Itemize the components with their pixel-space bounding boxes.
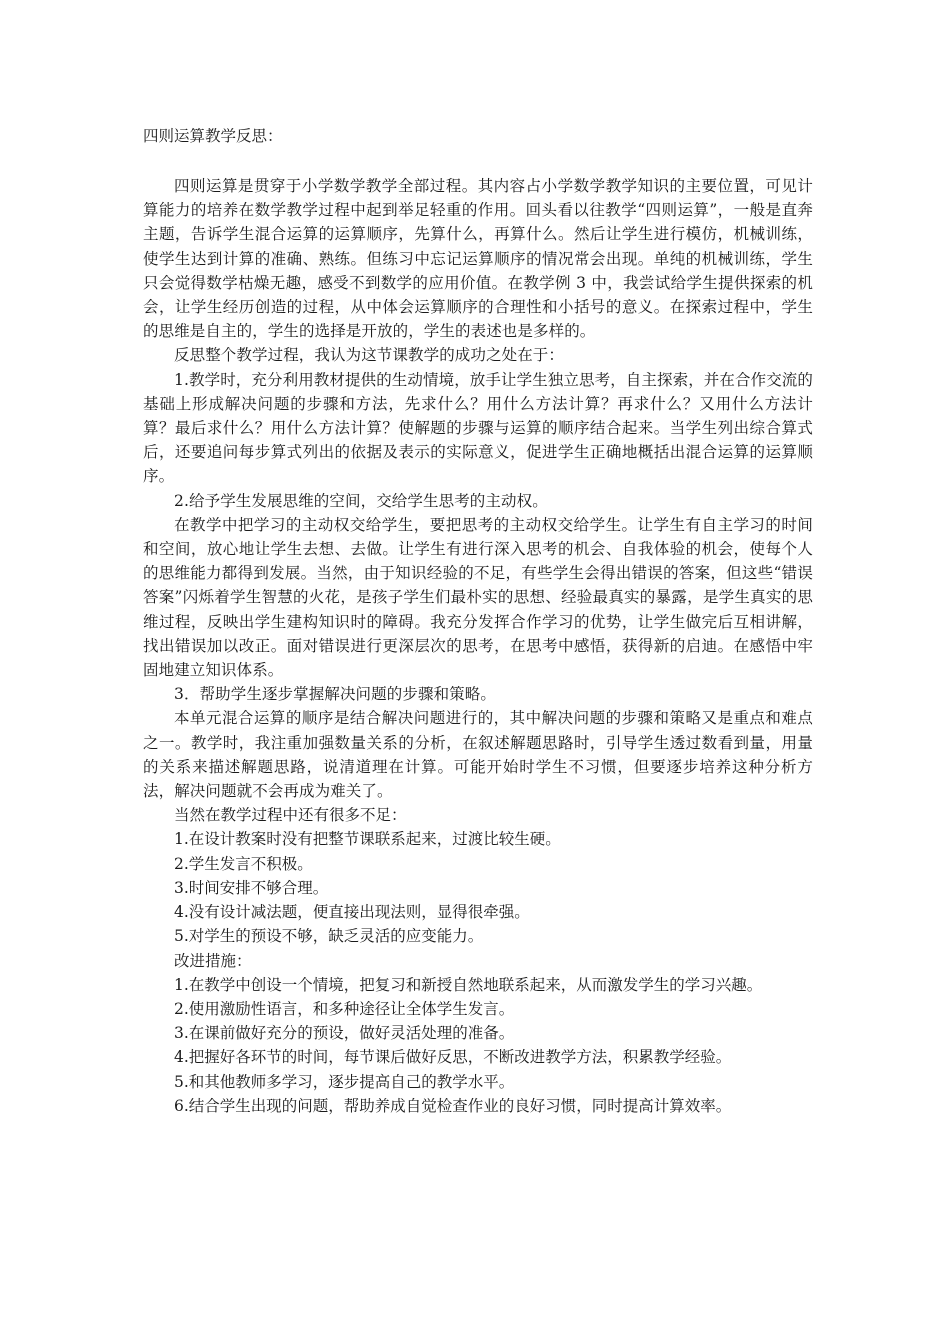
- document-page: [143, 124, 813, 1118]
- shortcomings-lead: 当然在教学过程中还有很多不足：: [174, 806, 407, 825]
- document-title: 四则运算教学反思：: [143, 127, 283, 145]
- success-point-3-heading: 3．帮助学生逐步掌握解决问题的步骤和策略。: [174, 685, 496, 704]
- intro-paragraph: 四则运算是贯穿于小学数学教学全部过程。其内容占小学数学教学知识的主要位置，可见计算能力的培养在数学教学过程中起到举足轻重的作用。回头看以往教学“四则运算”，一般是直奔主题，告诉学生混合运算的运算顺序，先算什么，再算什么。然后让学生进行模仿，机械训练，使学生达到计算的准确、熟练。但练习中忘记运算顺序的情况常会出现。单纯的机械训练，学生只会觉得数学枯燥无趣，感受不到数学的应用价值。在教学例 3 中，我尝试给学生提供探索的机会，让学生经历创造的过程，从中体会运算顺序的合理性和小括号的意义。在探索过程中，学生的思维是自主的，学生的选择是开放的，学生的表述也是多样的。: [143, 177, 813, 341]
- success-point-1: 1.教学时，充分利用教材提供的生动情境，放手让学生独立思考，自主探索，并在合作交流的基础上形成解决问题的步骤和方法，先求什么？用什么方法计算？再求什么？又用什么方法计算？最后求什么？用什么方法计算？使解题的步骤与运算的顺序结合起来。当学生列出综合算式后，还要追问每步算式列出的依据及表示的实际意义，促进学生正确地概括出混合运算的运算顺序。: [143, 370, 813, 486]
- improvement-item: 3.在课前做好充分的预设，做好灵活处理的准备。: [174, 1024, 515, 1043]
- improvement-item: 1.在教学中创设一个情境，把复习和新授自然地联系起来，从而激发学生的学习兴趣。: [174, 975, 763, 994]
- success-point-2-heading: 2.给予学生发展思维的空间，交给学生思考的主动权。: [174, 491, 548, 510]
- improvement-item: 4.把握好各环节的时间，每节课后做好反思，不断改进教学方法，积累教学经验。: [174, 1048, 732, 1067]
- improvement-item: 2.使用激励性语言，和多种途径让全体学生发言。: [174, 999, 515, 1018]
- reflection-lead: 反思整个教学过程，我认为这节课教学的成功之处在于：: [174, 346, 565, 365]
- improvement-item: 6.结合学生出现的问题，帮助养成自觉检查作业的良好习惯，同时提高计算效率。: [174, 1096, 732, 1115]
- improvement-item: 5.和其他教师多学习，逐步提高自己的教学水平。: [174, 1072, 515, 1091]
- shortcoming-item: 5.对学生的预设不够，缺乏灵活的应变能力。: [174, 927, 484, 946]
- improvements-lead: 改进措施：: [174, 951, 252, 970]
- success-point-3-body: 本单元混合运算的顺序是结合解决问题进行的，其中解决问题的步骤和策略又是重点和难点之一。教学时，我注重加强数量关系的分析，在叙述解题思路时，引导学生透过数看到量，用量的关系来描述解题思路，说清道理在计算。可能开始时学生不习惯，但要逐步培养这种分析方法，解决问题就不会再成为难关了。: [143, 709, 813, 801]
- success-point-2-body: 在教学中把学习的主动权交给学生，要把思考的主动权交给学生。让学生有自主学习的时间和空间，放心地让学生去想、去做。让学生有进行深入思考的机会、自我体验的机会，使每个人的思维能力都得到发展。当然，由于知识经验的不足，有些学生会得出错误的答案，但这些“错误答案”闪烁着学生智慧的火花，是孩子学生们最朴实的思想、经验最真实的暴露，是学生真实的思维过程，反映出学生建构知识时的障碍。我充分发挥合作学习的优势，让学生做完后互相讲解，找出错误加以改正。面对错误进行更深层次的思考，在思考中感悟，获得新的启迪。在感悟中牢固地建立知识体系。: [143, 515, 813, 680]
- shortcoming-item: 3.时间安排不够合理。: [174, 878, 329, 897]
- shortcoming-item: 2.学生发言不积极。: [174, 854, 313, 873]
- shortcoming-item: 4.没有设计减法题，便直接出现法则，显得很牵强。: [174, 903, 530, 922]
- shortcoming-item: 1.在设计教案时没有把整节课联系起来，过渡比较生硬。: [174, 830, 561, 849]
